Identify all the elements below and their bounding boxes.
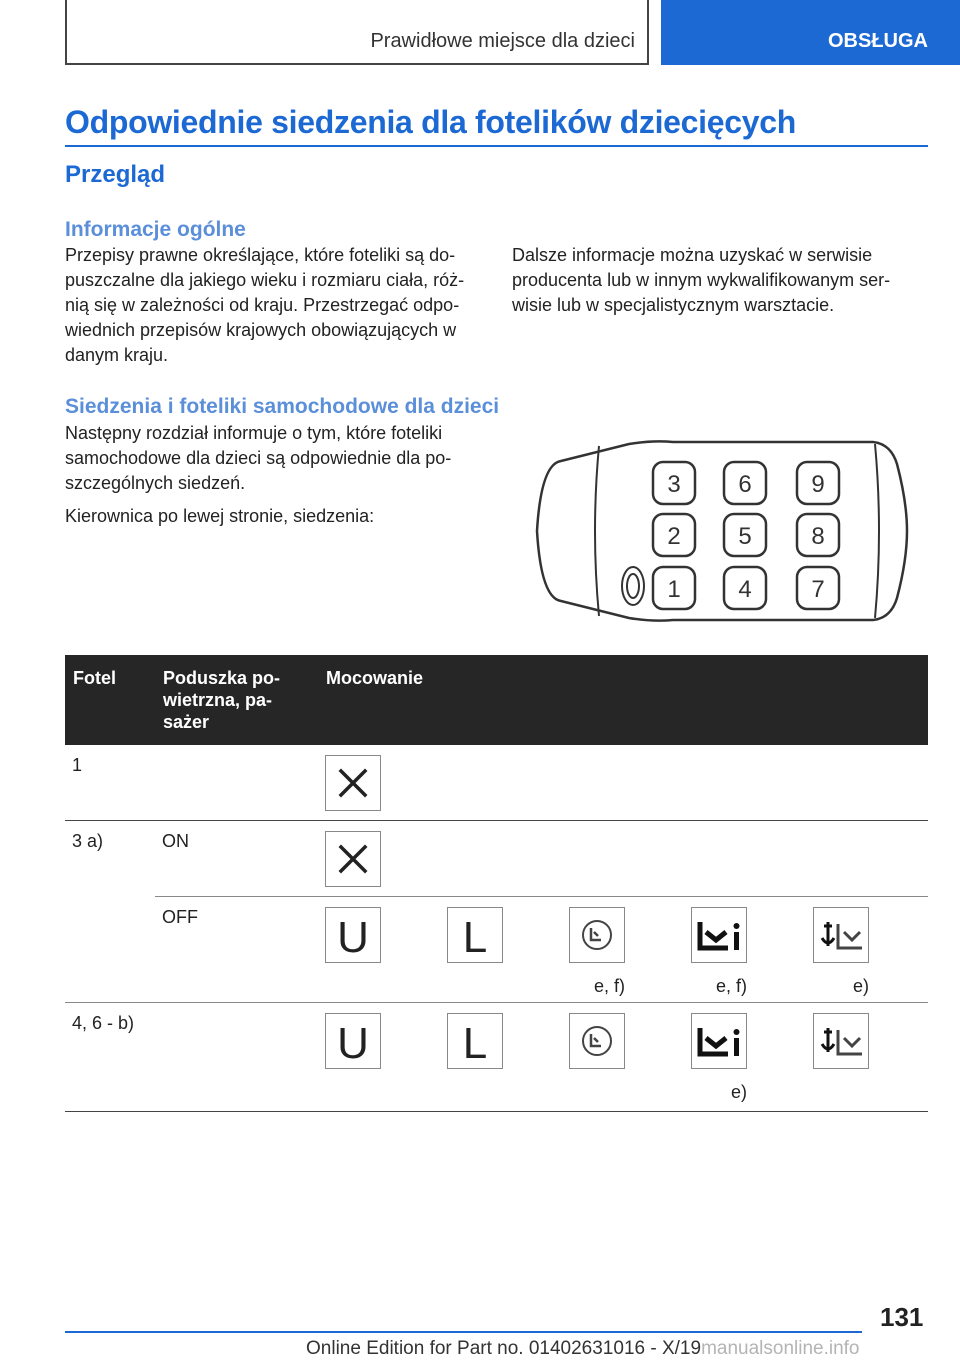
text-line: szczególnych siedzeń. xyxy=(65,473,246,493)
child-seat-circle-icon xyxy=(569,1013,625,1069)
cell-mounting xyxy=(684,1002,806,1111)
cell-note: e, f) xyxy=(715,975,747,996)
seat-number: 3 xyxy=(667,471,681,498)
text-line: wiednich przepisów krajowych obowiązujących w xyxy=(65,320,457,340)
general-info-left-text xyxy=(65,243,485,368)
semi-universal-l-icon xyxy=(447,907,503,963)
cell-mounting xyxy=(562,896,684,1002)
cell-airbag xyxy=(155,745,318,820)
cell-mounting xyxy=(318,1002,440,1111)
svg-text:U: U xyxy=(337,912,369,962)
footer-edition: Online Edition for Part no. 01402631016 - X/19 xyxy=(306,1338,702,1359)
seat-number: 9 xyxy=(811,471,825,498)
steering-note: Kierownica po lewej stronie, siedzenia: xyxy=(65,506,375,526)
isofix-seat-info-icon xyxy=(691,907,747,963)
cell-note: e) xyxy=(730,1081,747,1102)
seat-number: 6 xyxy=(738,471,752,498)
seat-number: 5 xyxy=(738,523,752,550)
cell-note: e, f) xyxy=(593,975,625,996)
header-section-tab xyxy=(65,0,649,65)
cell-seat: 1 xyxy=(65,745,155,820)
cell-airbag: ON xyxy=(155,820,318,896)
svg-text:U: U xyxy=(337,1018,369,1068)
text-line: samochodowe dla dzieci są odpowiednie dla po- xyxy=(65,448,452,468)
cell-mounting xyxy=(318,745,440,820)
footer-watermark: manualsonline.info xyxy=(701,1338,860,1359)
cell-seat: 3 a) xyxy=(65,820,155,1002)
header-chapter-tab xyxy=(661,0,960,65)
semi-universal-l-icon xyxy=(447,1013,503,1069)
text-line: Dalsze informacje można uzyskać w serwisie xyxy=(512,245,873,265)
column-header-mounting: Mocowanie xyxy=(318,655,928,745)
universal-u-icon xyxy=(325,907,381,963)
table-row xyxy=(65,1002,928,1111)
general-info-heading: Informacje ogólne xyxy=(65,218,246,241)
seat-number: 7 xyxy=(811,576,825,603)
car-rear-line xyxy=(875,444,879,618)
text-line: puszczalne dla jakiego wieku i rozmiaru ciała, róż- xyxy=(65,270,465,290)
universal-u-icon xyxy=(325,1013,381,1069)
table-header-row xyxy=(65,655,928,745)
seat-number: 4 xyxy=(738,576,752,603)
header-chapter-title: OBSŁUGA xyxy=(828,30,928,52)
cell-mounting xyxy=(684,896,806,1002)
text-line: nią się w zależności od kraju. Przestrzegać odpo- xyxy=(65,295,460,315)
text-line: Następny rozdział informuje o tym, które foteliki xyxy=(65,423,443,443)
cell-mounting xyxy=(440,1002,562,1111)
text-line: danym kraju. xyxy=(65,345,169,365)
svg-text:L: L xyxy=(462,912,488,962)
steering-wheel-icon xyxy=(622,567,644,605)
header-line: wietrzna, pa- xyxy=(163,690,273,710)
seat-number: 1 xyxy=(667,576,681,603)
cell-mounting xyxy=(562,1002,684,1111)
anchor-seat-icon xyxy=(813,907,869,963)
footer-text xyxy=(306,1338,860,1360)
text-line: Przepisy prawne określające, które foteliki są do- xyxy=(65,245,456,265)
seats-intro-text xyxy=(65,421,485,529)
cell-mounting xyxy=(806,1002,928,1111)
svg-text:L: L xyxy=(462,1018,488,1068)
table-row xyxy=(65,745,928,820)
cell-note: e) xyxy=(852,975,869,996)
table-row xyxy=(65,820,928,896)
header-line: Poduszka po- xyxy=(163,668,281,688)
page-number: 131 xyxy=(880,1302,924,1332)
table-row xyxy=(65,896,928,1002)
cell-seat: 4, 6 - b) xyxy=(65,1002,155,1111)
car-windshield-line xyxy=(595,446,599,616)
not-permitted-icon xyxy=(325,831,381,887)
cell-airbag xyxy=(155,1002,318,1111)
footer-divider xyxy=(65,1331,862,1333)
cell-mounting xyxy=(806,896,928,1002)
section-subtitle: Przegląd xyxy=(65,161,166,188)
anchor-seat-icon xyxy=(813,1013,869,1069)
column-header-seat: Fotel xyxy=(65,655,155,745)
title-divider xyxy=(65,145,928,147)
cell-airbag: OFF xyxy=(155,896,318,1002)
cell-mounting xyxy=(440,896,562,1002)
seats-heading: Siedzenia i foteliki samochodowe dla dzieci xyxy=(65,395,500,418)
cell-mounting xyxy=(318,896,440,1002)
child-seat-circle-icon xyxy=(569,907,625,963)
page-title: Odpowiednie siedzenia dla fotelików dziecięcych xyxy=(65,104,796,140)
isofix-seat-info-icon xyxy=(691,1013,747,1069)
seat-number: 2 xyxy=(667,523,681,550)
text-line: producenta lub w innym wykwalifikowanym ser- xyxy=(512,270,891,290)
not-permitted-icon xyxy=(325,755,381,811)
column-header-airbag xyxy=(155,655,318,745)
general-info-right-text xyxy=(512,243,932,318)
car-body-outline xyxy=(537,441,907,620)
child-seat-table xyxy=(65,655,928,1112)
seat-number: 8 xyxy=(811,523,825,550)
seat-layout-diagram xyxy=(533,440,911,622)
header-line: sażer xyxy=(163,712,210,732)
text-line: wisie lub w specjalistycznym warsztacie. xyxy=(512,295,835,315)
cell-mounting xyxy=(318,820,440,896)
header-section-title: Prawidłowe miejsce dla dzieci xyxy=(370,30,635,52)
